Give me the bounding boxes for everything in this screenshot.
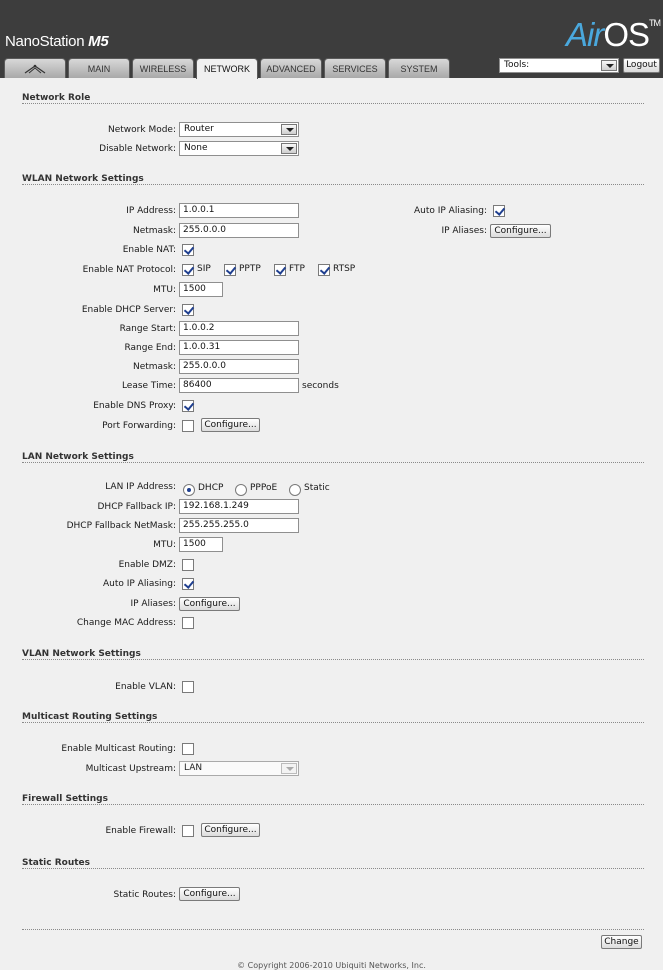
port-forwarding-checkbox[interactable] bbox=[182, 420, 194, 432]
nat-sip-checkbox[interactable] bbox=[182, 264, 194, 276]
dns-proxy-checkbox[interactable] bbox=[182, 400, 194, 412]
section-divider bbox=[22, 722, 644, 723]
logo-tm-text: TM bbox=[649, 18, 660, 28]
tools-select-value: Tools: bbox=[504, 60, 530, 70]
ubiquiti-logo-icon bbox=[23, 63, 47, 75]
firewall-configure-button[interactable]: Configure... bbox=[201, 823, 260, 837]
enable-nat-label: Enable NAT: bbox=[122, 245, 176, 255]
section-title-static-routes: Static Routes bbox=[22, 858, 90, 868]
copyright-text: © Copyright 2006-2010 Ubiquiti Networks, Inc. bbox=[237, 961, 426, 970]
change-mac-label: Change MAC Address: bbox=[76, 618, 176, 628]
nat-protocol-label: Enable NAT Protocol: bbox=[82, 265, 176, 275]
port-forwarding-configure-button[interactable]: Configure... bbox=[201, 418, 260, 432]
multicast-upstream-label: Multicast Upstream: bbox=[85, 764, 176, 774]
tab-services[interactable]: SERVICES bbox=[324, 58, 386, 78]
wlan-ip-input[interactable]: 1.0.0.1 bbox=[179, 203, 299, 218]
lease-time-input[interactable]: 86400 bbox=[179, 378, 299, 393]
enable-firewall-checkbox[interactable] bbox=[182, 825, 194, 837]
lan-ip-aliases-label: IP Aliases: bbox=[130, 599, 176, 609]
range-start-label: Range Start: bbox=[119, 324, 176, 334]
nat-ftp-label: FTP bbox=[289, 264, 305, 274]
enable-multicast-label: Enable Multicast Routing: bbox=[61, 744, 176, 754]
wlan-mtu-input[interactable]: 1500 bbox=[179, 282, 223, 297]
enable-dhcp-label: Enable DHCP Server: bbox=[81, 305, 176, 315]
lan-mtu-input[interactable]: 1500 bbox=[179, 537, 223, 552]
disable-network-select[interactable] bbox=[179, 141, 299, 156]
lease-time-unit: seconds bbox=[302, 381, 339, 391]
wlan-netmask-input[interactable]: 255.0.0.0 bbox=[179, 223, 299, 238]
device-brand bbox=[5, 33, 108, 50]
logout-button[interactable]: Logout bbox=[623, 58, 660, 73]
section-title-vlan: VLAN Network Settings bbox=[22, 649, 141, 659]
enable-dhcp-checkbox[interactable] bbox=[182, 304, 194, 316]
logo-air-text: Air bbox=[565, 16, 604, 53]
tab-advanced[interactable]: ADVANCED bbox=[260, 58, 322, 78]
nat-sip-label: SIP bbox=[197, 264, 211, 274]
airos-logo bbox=[566, 16, 660, 54]
section-title-multicast: Multicast Routing Settings bbox=[22, 712, 158, 722]
disable-network-label: Disable Network: bbox=[99, 144, 176, 154]
lease-time-label: Lease Time: bbox=[121, 381, 176, 391]
chevron-down-icon bbox=[281, 143, 297, 154]
lan-static-radio[interactable] bbox=[289, 484, 301, 496]
wlan-mtu-label: MTU: bbox=[153, 285, 176, 295]
fallback-netmask-input[interactable]: 255.255.255.0 bbox=[179, 518, 299, 533]
range-start-input[interactable]: 1.0.0.2 bbox=[179, 321, 299, 336]
lan-ip-aliases-configure-button[interactable]: Configure... bbox=[179, 597, 240, 611]
chevron-down-icon bbox=[281, 763, 297, 774]
enable-dmz-label: Enable DMZ: bbox=[118, 560, 176, 570]
disable-network-value: None bbox=[184, 143, 208, 153]
brand-model: M5 bbox=[88, 33, 109, 50]
section-title-wlan: WLAN Network Settings bbox=[22, 174, 144, 184]
tab-main[interactable]: MAIN bbox=[68, 58, 130, 78]
network-mode-value: Router bbox=[184, 124, 214, 134]
enable-dmz-checkbox[interactable] bbox=[182, 559, 194, 571]
enable-nat-checkbox[interactable] bbox=[182, 244, 194, 256]
wlan-netmask-label: Netmask: bbox=[132, 226, 176, 236]
lan-ip-label: LAN IP Address: bbox=[105, 482, 176, 492]
section-title-network-role: Network Role bbox=[22, 93, 91, 103]
wlan-ip-label: IP Address: bbox=[126, 206, 176, 216]
enable-multicast-checkbox[interactable] bbox=[182, 743, 194, 755]
fallback-netmask-label: DHCP Fallback NetMask: bbox=[66, 521, 176, 531]
wlan-auto-alias-label: Auto IP Aliasing: bbox=[413, 206, 487, 216]
fallback-ip-input[interactable]: 192.168.1.249 bbox=[179, 499, 299, 514]
change-mac-checkbox[interactable] bbox=[182, 617, 194, 629]
chevron-down-icon bbox=[601, 60, 617, 71]
tab-wireless[interactable]: WIRELESS bbox=[132, 58, 194, 78]
wlan-auto-alias-checkbox[interactable] bbox=[493, 205, 505, 217]
range-end-label: Range End: bbox=[124, 343, 176, 353]
section-divider bbox=[22, 659, 644, 660]
network-mode-label: Network Mode: bbox=[108, 125, 176, 135]
section-divider bbox=[22, 103, 644, 104]
nat-rtsp-checkbox[interactable] bbox=[318, 264, 330, 276]
lan-pppoe-label: PPPoE bbox=[250, 483, 278, 493]
section-divider bbox=[22, 804, 644, 805]
section-divider bbox=[22, 929, 644, 930]
enable-firewall-label: Enable Firewall: bbox=[105, 826, 176, 836]
dhcp-netmask-input[interactable]: 255.0.0.0 bbox=[179, 359, 299, 374]
tab-network[interactable]: NETWORK bbox=[196, 58, 258, 79]
section-divider bbox=[22, 184, 644, 185]
logo-os-text: OS bbox=[603, 16, 649, 53]
nat-rtsp-label: RTSP bbox=[333, 264, 356, 274]
network-mode-select[interactable] bbox=[179, 122, 299, 137]
nat-ftp-checkbox[interactable] bbox=[274, 264, 286, 276]
tab-system[interactable]: SYSTEM bbox=[388, 58, 450, 78]
change-button[interactable]: Change bbox=[601, 935, 642, 949]
dns-proxy-label: Enable DNS Proxy: bbox=[93, 401, 176, 411]
fallback-ip-label: DHCP Fallback IP: bbox=[97, 502, 176, 512]
section-divider bbox=[22, 868, 644, 869]
range-end-input[interactable]: 1.0.0.31 bbox=[179, 340, 299, 355]
lan-mtu-label: MTU: bbox=[153, 540, 176, 550]
tools-select[interactable] bbox=[499, 58, 619, 73]
wlan-ip-aliases-configure-button[interactable]: Configure... bbox=[490, 224, 551, 238]
enable-vlan-label: Enable VLAN: bbox=[115, 682, 176, 692]
dhcp-netmask-label: Netmask: bbox=[132, 362, 176, 372]
header-bar bbox=[0, 0, 663, 78]
lan-static-label: Static bbox=[304, 483, 330, 493]
lan-dhcp-radio[interactable] bbox=[183, 484, 195, 496]
multicast-upstream-select[interactable] bbox=[179, 761, 299, 776]
lan-dhcp-label: DHCP bbox=[198, 483, 224, 493]
section-title-firewall: Firewall Settings bbox=[22, 794, 108, 804]
section-title-lan: LAN Network Settings bbox=[22, 452, 134, 462]
lan-auto-alias-checkbox[interactable] bbox=[182, 578, 194, 590]
lan-auto-alias-label: Auto IP Aliasing: bbox=[102, 579, 176, 589]
section-divider bbox=[22, 462, 644, 463]
port-forwarding-label: Port Forwarding: bbox=[102, 421, 176, 431]
nat-pptp-checkbox[interactable] bbox=[224, 264, 236, 276]
multicast-upstream-value: LAN bbox=[184, 763, 203, 773]
static-routes-label: Static Routes: bbox=[113, 890, 176, 900]
nat-pptp-label: PPTP bbox=[239, 264, 261, 274]
chevron-down-icon bbox=[281, 124, 297, 135]
brand-name: NanoStation bbox=[5, 33, 85, 50]
tab-ubnt-logo[interactable] bbox=[4, 58, 66, 78]
static-routes-configure-button[interactable]: Configure... bbox=[179, 887, 240, 901]
wlan-ip-aliases-label: IP Aliases: bbox=[441, 226, 487, 236]
enable-vlan-checkbox[interactable] bbox=[182, 681, 194, 693]
lan-pppoe-radio[interactable] bbox=[235, 484, 247, 496]
